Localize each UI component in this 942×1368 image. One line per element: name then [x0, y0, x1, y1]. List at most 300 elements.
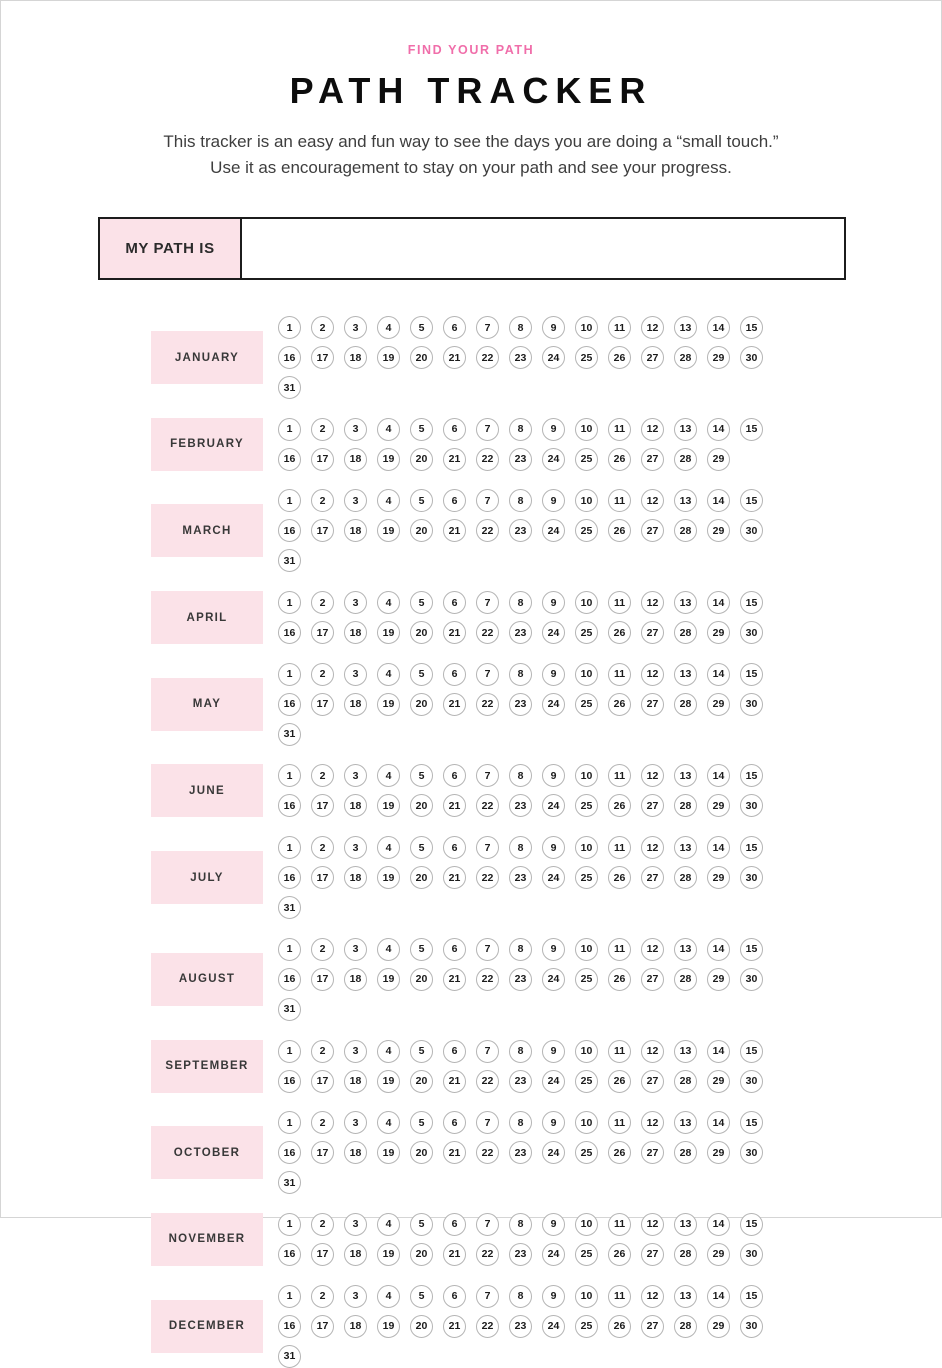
- day-circle[interactable]: 18: [344, 1141, 367, 1164]
- day-circle[interactable]: 28: [674, 693, 697, 716]
- day-circle[interactable]: 4: [377, 418, 400, 441]
- day-circle[interactable]: 8: [509, 591, 532, 614]
- day-circle[interactable]: 6: [443, 418, 466, 441]
- day-circle[interactable]: 18: [344, 448, 367, 471]
- day-circle[interactable]: 22: [476, 693, 499, 716]
- day-circle[interactable]: 3: [344, 1040, 367, 1063]
- day-circle[interactable]: 6: [443, 489, 466, 512]
- day-circle[interactable]: 1: [278, 591, 301, 614]
- day-circle[interactable]: 19: [377, 866, 400, 889]
- day-circle[interactable]: 3: [344, 663, 367, 686]
- day-circle[interactable]: 12: [641, 1040, 664, 1063]
- day-circle[interactable]: 3: [344, 316, 367, 339]
- day-circle[interactable]: 17: [311, 346, 334, 369]
- day-circle[interactable]: 7: [476, 764, 499, 787]
- day-circle[interactable]: 10: [575, 418, 598, 441]
- day-circle[interactable]: 4: [377, 836, 400, 859]
- day-circle[interactable]: 10: [575, 836, 598, 859]
- day-circle[interactable]: 9: [542, 418, 565, 441]
- day-circle[interactable]: 28: [674, 621, 697, 644]
- day-circle[interactable]: 8: [509, 1040, 532, 1063]
- day-circle[interactable]: 19: [377, 794, 400, 817]
- day-circle[interactable]: 26: [608, 448, 631, 471]
- day-circle[interactable]: 5: [410, 489, 433, 512]
- day-circle[interactable]: 15: [740, 316, 763, 339]
- day-circle[interactable]: 26: [608, 346, 631, 369]
- day-circle[interactable]: 14: [707, 836, 730, 859]
- day-circle[interactable]: 9: [542, 764, 565, 787]
- day-circle[interactable]: 14: [707, 489, 730, 512]
- day-circle[interactable]: 4: [377, 316, 400, 339]
- day-circle[interactable]: 19: [377, 1070, 400, 1093]
- day-circle[interactable]: 30: [740, 621, 763, 644]
- day-circle[interactable]: 5: [410, 764, 433, 787]
- day-circle[interactable]: 20: [410, 1243, 433, 1266]
- day-circle[interactable]: 23: [509, 519, 532, 542]
- day-circle[interactable]: 29: [707, 1070, 730, 1093]
- day-circle[interactable]: 22: [476, 346, 499, 369]
- day-circle[interactable]: 24: [542, 693, 565, 716]
- day-circle[interactable]: 11: [608, 316, 631, 339]
- day-circle[interactable]: 29: [707, 519, 730, 542]
- day-circle[interactable]: 8: [509, 489, 532, 512]
- day-circle[interactable]: 7: [476, 1213, 499, 1236]
- day-circle[interactable]: 29: [707, 621, 730, 644]
- day-circle[interactable]: 31: [278, 896, 301, 919]
- day-circle[interactable]: 18: [344, 621, 367, 644]
- day-circle[interactable]: 27: [641, 794, 664, 817]
- day-circle[interactable]: 17: [311, 968, 334, 991]
- day-circle[interactable]: 22: [476, 519, 499, 542]
- day-circle[interactable]: 21: [443, 693, 466, 716]
- day-circle[interactable]: 25: [575, 621, 598, 644]
- day-circle[interactable]: 21: [443, 1141, 466, 1164]
- day-circle[interactable]: 10: [575, 1213, 598, 1236]
- day-circle[interactable]: 8: [509, 764, 532, 787]
- day-circle[interactable]: 6: [443, 591, 466, 614]
- day-circle[interactable]: 19: [377, 1243, 400, 1266]
- day-circle[interactable]: 27: [641, 866, 664, 889]
- day-circle[interactable]: 29: [707, 968, 730, 991]
- day-circle[interactable]: 8: [509, 663, 532, 686]
- day-circle[interactable]: 14: [707, 938, 730, 961]
- day-circle[interactable]: 31: [278, 549, 301, 572]
- day-circle[interactable]: 15: [740, 1213, 763, 1236]
- day-circle[interactable]: 9: [542, 591, 565, 614]
- day-circle[interactable]: 23: [509, 693, 532, 716]
- day-circle[interactable]: 19: [377, 519, 400, 542]
- day-circle[interactable]: 28: [674, 346, 697, 369]
- day-circle[interactable]: 6: [443, 1111, 466, 1134]
- day-circle[interactable]: 19: [377, 1141, 400, 1164]
- day-circle[interactable]: 11: [608, 663, 631, 686]
- day-circle[interactable]: 28: [674, 794, 697, 817]
- day-circle[interactable]: 11: [608, 938, 631, 961]
- day-circle[interactable]: 15: [740, 591, 763, 614]
- day-circle[interactable]: 16: [278, 621, 301, 644]
- day-circle[interactable]: 4: [377, 489, 400, 512]
- day-circle[interactable]: 6: [443, 1213, 466, 1236]
- day-circle[interactable]: 13: [674, 418, 697, 441]
- day-circle[interactable]: 30: [740, 968, 763, 991]
- day-circle[interactable]: 4: [377, 591, 400, 614]
- day-circle[interactable]: 28: [674, 1070, 697, 1093]
- day-circle[interactable]: 17: [311, 1070, 334, 1093]
- day-circle[interactable]: 26: [608, 968, 631, 991]
- day-circle[interactable]: 28: [674, 448, 697, 471]
- day-circle[interactable]: 28: [674, 968, 697, 991]
- day-circle[interactable]: 18: [344, 1315, 367, 1338]
- day-circle[interactable]: 10: [575, 1040, 598, 1063]
- day-circle[interactable]: 6: [443, 836, 466, 859]
- day-circle[interactable]: 29: [707, 448, 730, 471]
- day-circle[interactable]: 23: [509, 794, 532, 817]
- day-circle[interactable]: 11: [608, 418, 631, 441]
- day-circle[interactable]: 17: [311, 448, 334, 471]
- day-circle[interactable]: 7: [476, 591, 499, 614]
- day-circle[interactable]: 21: [443, 1315, 466, 1338]
- day-circle[interactable]: 29: [707, 866, 730, 889]
- day-circle[interactable]: 23: [509, 1315, 532, 1338]
- day-circle[interactable]: 2: [311, 938, 334, 961]
- day-circle[interactable]: 21: [443, 794, 466, 817]
- day-circle[interactable]: 13: [674, 1213, 697, 1236]
- day-circle[interactable]: 12: [641, 836, 664, 859]
- day-circle[interactable]: 25: [575, 693, 598, 716]
- day-circle[interactable]: 11: [608, 489, 631, 512]
- day-circle[interactable]: 8: [509, 418, 532, 441]
- day-circle[interactable]: 7: [476, 1111, 499, 1134]
- day-circle[interactable]: 17: [311, 693, 334, 716]
- day-circle[interactable]: 12: [641, 764, 664, 787]
- day-circle[interactable]: 25: [575, 968, 598, 991]
- day-circle[interactable]: 2: [311, 591, 334, 614]
- day-circle[interactable]: 23: [509, 1141, 532, 1164]
- day-circle[interactable]: 5: [410, 1285, 433, 1308]
- day-circle[interactable]: 30: [740, 693, 763, 716]
- day-circle[interactable]: 6: [443, 764, 466, 787]
- day-circle[interactable]: 1: [278, 316, 301, 339]
- day-circle[interactable]: 18: [344, 519, 367, 542]
- day-circle[interactable]: 24: [542, 968, 565, 991]
- day-circle[interactable]: 19: [377, 1315, 400, 1338]
- day-circle[interactable]: 8: [509, 938, 532, 961]
- day-circle[interactable]: 25: [575, 1315, 598, 1338]
- day-circle[interactable]: 20: [410, 519, 433, 542]
- day-circle[interactable]: 21: [443, 1070, 466, 1093]
- day-circle[interactable]: 30: [740, 1315, 763, 1338]
- day-circle[interactable]: 11: [608, 836, 631, 859]
- day-circle[interactable]: 10: [575, 591, 598, 614]
- day-circle[interactable]: 1: [278, 836, 301, 859]
- day-circle[interactable]: 31: [278, 723, 301, 746]
- day-circle[interactable]: 14: [707, 1111, 730, 1134]
- day-circle[interactable]: 19: [377, 346, 400, 369]
- day-circle[interactable]: 11: [608, 1040, 631, 1063]
- day-circle[interactable]: 22: [476, 1315, 499, 1338]
- day-circle[interactable]: 30: [740, 519, 763, 542]
- day-circle[interactable]: 8: [509, 1285, 532, 1308]
- day-circle[interactable]: 6: [443, 1040, 466, 1063]
- day-circle[interactable]: 17: [311, 866, 334, 889]
- day-circle[interactable]: 12: [641, 938, 664, 961]
- day-circle[interactable]: 27: [641, 519, 664, 542]
- day-circle[interactable]: 6: [443, 1285, 466, 1308]
- day-circle[interactable]: 9: [542, 663, 565, 686]
- day-circle[interactable]: 16: [278, 866, 301, 889]
- day-circle[interactable]: 5: [410, 1040, 433, 1063]
- day-circle[interactable]: 1: [278, 1111, 301, 1134]
- day-circle[interactable]: 25: [575, 1141, 598, 1164]
- day-circle[interactable]: 7: [476, 489, 499, 512]
- day-circle[interactable]: 26: [608, 621, 631, 644]
- day-circle[interactable]: 10: [575, 663, 598, 686]
- day-circle[interactable]: 18: [344, 1070, 367, 1093]
- day-circle[interactable]: 9: [542, 1111, 565, 1134]
- day-circle[interactable]: 13: [674, 764, 697, 787]
- day-circle[interactable]: 10: [575, 938, 598, 961]
- my-path-input[interactable]: [242, 219, 844, 278]
- day-circle[interactable]: 13: [674, 938, 697, 961]
- day-circle[interactable]: 8: [509, 1111, 532, 1134]
- day-circle[interactable]: 23: [509, 968, 532, 991]
- day-circle[interactable]: 7: [476, 836, 499, 859]
- day-circle[interactable]: 12: [641, 1111, 664, 1134]
- day-circle[interactable]: 18: [344, 693, 367, 716]
- day-circle[interactable]: 5: [410, 316, 433, 339]
- day-circle[interactable]: 6: [443, 663, 466, 686]
- day-circle[interactable]: 28: [674, 519, 697, 542]
- day-circle[interactable]: 17: [311, 1315, 334, 1338]
- day-circle[interactable]: 10: [575, 1285, 598, 1308]
- day-circle[interactable]: 13: [674, 1111, 697, 1134]
- day-circle[interactable]: 27: [641, 621, 664, 644]
- day-circle[interactable]: 14: [707, 1040, 730, 1063]
- day-circle[interactable]: 21: [443, 621, 466, 644]
- day-circle[interactable]: 4: [377, 1040, 400, 1063]
- day-circle[interactable]: 4: [377, 1285, 400, 1308]
- day-circle[interactable]: 29: [707, 1315, 730, 1338]
- day-circle[interactable]: 15: [740, 764, 763, 787]
- day-circle[interactable]: 8: [509, 836, 532, 859]
- day-circle[interactable]: 1: [278, 1040, 301, 1063]
- day-circle[interactable]: 3: [344, 1213, 367, 1236]
- day-circle[interactable]: 14: [707, 663, 730, 686]
- day-circle[interactable]: 1: [278, 1285, 301, 1308]
- day-circle[interactable]: 25: [575, 448, 598, 471]
- day-circle[interactable]: 24: [542, 1070, 565, 1093]
- day-circle[interactable]: 5: [410, 836, 433, 859]
- day-circle[interactable]: 24: [542, 794, 565, 817]
- day-circle[interactable]: 25: [575, 1070, 598, 1093]
- day-circle[interactable]: 5: [410, 938, 433, 961]
- day-circle[interactable]: 20: [410, 448, 433, 471]
- day-circle[interactable]: 2: [311, 1111, 334, 1134]
- day-circle[interactable]: 21: [443, 448, 466, 471]
- day-circle[interactable]: 25: [575, 794, 598, 817]
- day-circle[interactable]: 26: [608, 519, 631, 542]
- day-circle[interactable]: 9: [542, 1285, 565, 1308]
- day-circle[interactable]: 15: [740, 663, 763, 686]
- day-circle[interactable]: 20: [410, 1070, 433, 1093]
- day-circle[interactable]: 28: [674, 1243, 697, 1266]
- day-circle[interactable]: 12: [641, 663, 664, 686]
- day-circle[interactable]: 14: [707, 591, 730, 614]
- day-circle[interactable]: 4: [377, 1111, 400, 1134]
- day-circle[interactable]: 18: [344, 1243, 367, 1266]
- day-circle[interactable]: 21: [443, 968, 466, 991]
- day-circle[interactable]: 9: [542, 1040, 565, 1063]
- day-circle[interactable]: 26: [608, 1070, 631, 1093]
- day-circle[interactable]: 22: [476, 1141, 499, 1164]
- day-circle[interactable]: 5: [410, 1111, 433, 1134]
- day-circle[interactable]: 24: [542, 519, 565, 542]
- day-circle[interactable]: 13: [674, 1285, 697, 1308]
- day-circle[interactable]: 20: [410, 794, 433, 817]
- day-circle[interactable]: 25: [575, 866, 598, 889]
- day-circle[interactable]: 17: [311, 1141, 334, 1164]
- day-circle[interactable]: 19: [377, 693, 400, 716]
- day-circle[interactable]: 29: [707, 1243, 730, 1266]
- day-circle[interactable]: 1: [278, 418, 301, 441]
- day-circle[interactable]: 1: [278, 489, 301, 512]
- day-circle[interactable]: 28: [674, 866, 697, 889]
- day-circle[interactable]: 7: [476, 316, 499, 339]
- day-circle[interactable]: 8: [509, 1213, 532, 1236]
- day-circle[interactable]: 7: [476, 663, 499, 686]
- day-circle[interactable]: 22: [476, 866, 499, 889]
- day-circle[interactable]: 27: [641, 1243, 664, 1266]
- day-circle[interactable]: 9: [542, 316, 565, 339]
- day-circle[interactable]: 16: [278, 1315, 301, 1338]
- day-circle[interactable]: 15: [740, 836, 763, 859]
- day-circle[interactable]: 11: [608, 591, 631, 614]
- day-circle[interactable]: 28: [674, 1315, 697, 1338]
- day-circle[interactable]: 22: [476, 1070, 499, 1093]
- day-circle[interactable]: 26: [608, 866, 631, 889]
- day-circle[interactable]: 30: [740, 1070, 763, 1093]
- day-circle[interactable]: 16: [278, 1141, 301, 1164]
- day-circle[interactable]: 26: [608, 1141, 631, 1164]
- day-circle[interactable]: 16: [278, 794, 301, 817]
- day-circle[interactable]: 5: [410, 418, 433, 441]
- day-circle[interactable]: 16: [278, 448, 301, 471]
- day-circle[interactable]: 11: [608, 1213, 631, 1236]
- day-circle[interactable]: 17: [311, 621, 334, 644]
- day-circle[interactable]: 16: [278, 519, 301, 542]
- day-circle[interactable]: 30: [740, 1243, 763, 1266]
- day-circle[interactable]: 23: [509, 1070, 532, 1093]
- day-circle[interactable]: 19: [377, 968, 400, 991]
- day-circle[interactable]: 13: [674, 489, 697, 512]
- day-circle[interactable]: 14: [707, 418, 730, 441]
- day-circle[interactable]: 24: [542, 866, 565, 889]
- day-circle[interactable]: 16: [278, 346, 301, 369]
- day-circle[interactable]: 13: [674, 591, 697, 614]
- day-circle[interactable]: 9: [542, 1213, 565, 1236]
- day-circle[interactable]: 20: [410, 621, 433, 644]
- day-circle[interactable]: 27: [641, 693, 664, 716]
- day-circle[interactable]: 3: [344, 764, 367, 787]
- day-circle[interactable]: 24: [542, 621, 565, 644]
- day-circle[interactable]: 14: [707, 316, 730, 339]
- day-circle[interactable]: 30: [740, 866, 763, 889]
- day-circle[interactable]: 14: [707, 1285, 730, 1308]
- day-circle[interactable]: 15: [740, 1040, 763, 1063]
- day-circle[interactable]: 24: [542, 1315, 565, 1338]
- day-circle[interactable]: 7: [476, 418, 499, 441]
- day-circle[interactable]: 21: [443, 866, 466, 889]
- day-circle[interactable]: 23: [509, 621, 532, 644]
- day-circle[interactable]: 19: [377, 621, 400, 644]
- day-circle[interactable]: 30: [740, 1141, 763, 1164]
- day-circle[interactable]: 31: [278, 998, 301, 1021]
- day-circle[interactable]: 3: [344, 836, 367, 859]
- day-circle[interactable]: 29: [707, 1141, 730, 1164]
- day-circle[interactable]: 9: [542, 836, 565, 859]
- day-circle[interactable]: 9: [542, 938, 565, 961]
- day-circle[interactable]: 31: [278, 1171, 301, 1194]
- day-circle[interactable]: 15: [740, 418, 763, 441]
- day-circle[interactable]: 12: [641, 591, 664, 614]
- day-circle[interactable]: 20: [410, 1141, 433, 1164]
- day-circle[interactable]: 10: [575, 764, 598, 787]
- day-circle[interactable]: 1: [278, 938, 301, 961]
- day-circle[interactable]: 16: [278, 1243, 301, 1266]
- day-circle[interactable]: 17: [311, 519, 334, 542]
- day-circle[interactable]: 16: [278, 1070, 301, 1093]
- day-circle[interactable]: 28: [674, 1141, 697, 1164]
- day-circle[interactable]: 17: [311, 1243, 334, 1266]
- day-circle[interactable]: 22: [476, 448, 499, 471]
- day-circle[interactable]: 4: [377, 663, 400, 686]
- day-circle[interactable]: 6: [443, 316, 466, 339]
- day-circle[interactable]: 19: [377, 448, 400, 471]
- day-circle[interactable]: 15: [740, 1285, 763, 1308]
- day-circle[interactable]: 20: [410, 693, 433, 716]
- day-circle[interactable]: 24: [542, 448, 565, 471]
- day-circle[interactable]: 27: [641, 1141, 664, 1164]
- day-circle[interactable]: 2: [311, 489, 334, 512]
- day-circle[interactable]: 8: [509, 316, 532, 339]
- day-circle[interactable]: 15: [740, 1111, 763, 1134]
- day-circle[interactable]: 3: [344, 418, 367, 441]
- day-circle[interactable]: 23: [509, 866, 532, 889]
- day-circle[interactable]: 12: [641, 489, 664, 512]
- day-circle[interactable]: 2: [311, 316, 334, 339]
- day-circle[interactable]: 13: [674, 1040, 697, 1063]
- day-circle[interactable]: 26: [608, 794, 631, 817]
- day-circle[interactable]: 3: [344, 489, 367, 512]
- day-circle[interactable]: 25: [575, 1243, 598, 1266]
- day-circle[interactable]: 7: [476, 1040, 499, 1063]
- day-circle[interactable]: 4: [377, 764, 400, 787]
- day-circle[interactable]: 18: [344, 866, 367, 889]
- day-circle[interactable]: 23: [509, 448, 532, 471]
- day-circle[interactable]: 29: [707, 693, 730, 716]
- day-circle[interactable]: 12: [641, 1213, 664, 1236]
- day-circle[interactable]: 30: [740, 346, 763, 369]
- day-circle[interactable]: 26: [608, 693, 631, 716]
- day-circle[interactable]: 1: [278, 764, 301, 787]
- day-circle[interactable]: 27: [641, 346, 664, 369]
- day-circle[interactable]: 6: [443, 938, 466, 961]
- day-circle[interactable]: 14: [707, 1213, 730, 1236]
- day-circle[interactable]: 26: [608, 1315, 631, 1338]
- day-circle[interactable]: 20: [410, 346, 433, 369]
- day-circle[interactable]: 12: [641, 1285, 664, 1308]
- day-circle[interactable]: 27: [641, 1315, 664, 1338]
